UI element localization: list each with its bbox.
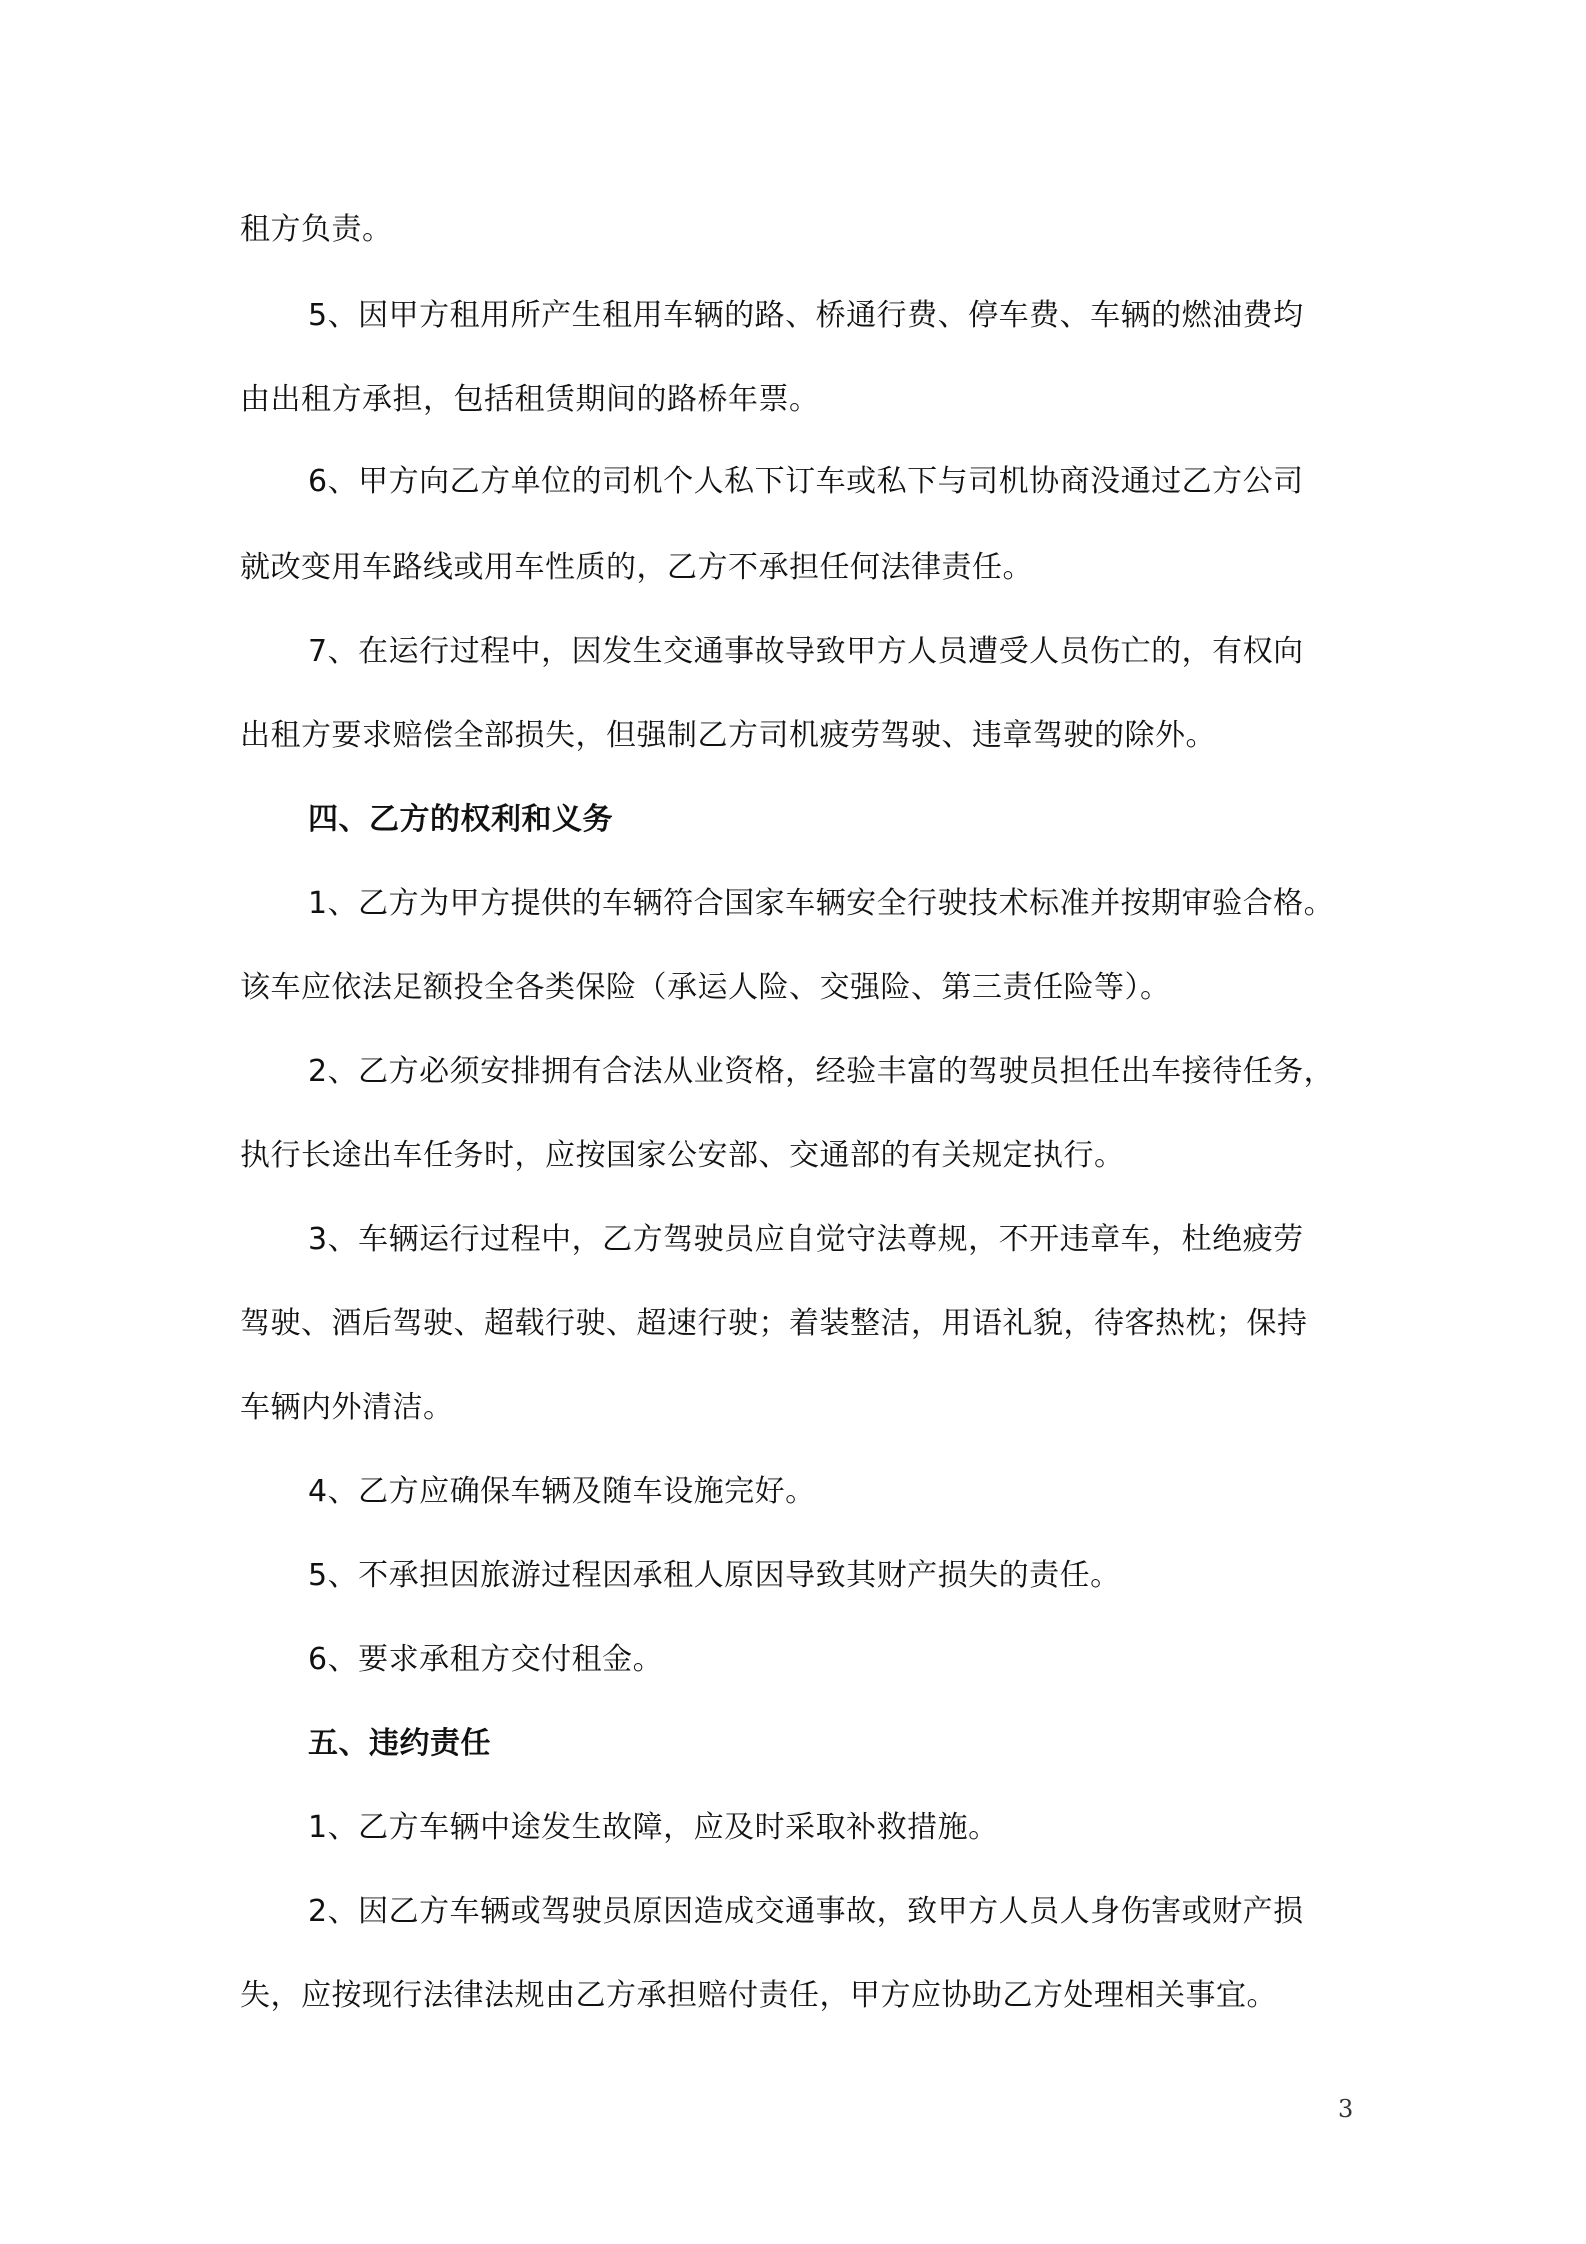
paragraph-line: 4、乙方应确保车辆及随车设施完好。	[308, 1474, 816, 1509]
paragraph-line: 6、甲方向乙方单位的司机个人私下订车或私下与司机协商没通过乙方公司	[308, 464, 1304, 499]
paragraph-line: 失，应按现行法律法规由乙方承担赔付责任，甲方应协助乙方处理相关事宜。	[240, 1978, 1277, 2013]
paragraph-line: 执行长途出车任务时，应按国家公安部、交通部的有关规定执行。	[240, 1138, 1125, 1173]
section-heading: 四、乙方的权利和义务	[308, 802, 613, 837]
paragraph-line: 7、在运行过程中，因发生交通事故导致甲方人员遭受人员伤亡的，有权向	[308, 634, 1304, 669]
paragraph-line: 5、因甲方租用所产生租用车辆的路、桥通行费、停车费、车辆的燃油费均	[308, 298, 1304, 333]
paragraph-line: 3、车辆运行过程中，乙方驾驶员应自觉守法尊规，不开违章车，杜绝疲劳	[308, 1222, 1304, 1257]
paragraph-line: 驾驶、酒后驾驶、超载行驶、超速行驶；着装整洁，用语礼貌，待客热枕；保持	[240, 1306, 1308, 1341]
paragraph-line: 由出租方承担，包括租赁期间的路桥年票。	[240, 382, 820, 417]
paragraph-line: 该车应依法足额投全各类保险（承运人险、交强险、第三责任险等）。	[240, 970, 1171, 1005]
paragraph-line: 车辆内外清洁。	[240, 1390, 454, 1425]
paragraph-line: 1、乙方为甲方提供的车辆符合国家车辆安全行驶技术标准并按期审验合格。	[308, 886, 1335, 921]
paragraph-line: 6、要求承租方交付租金。	[308, 1642, 664, 1677]
paragraph-line: 1、乙方车辆中途发生故障，应及时采取补救措施。	[308, 1810, 999, 1845]
paragraph-line: 租方负责。	[240, 212, 393, 247]
paragraph-line: 5、不承担因旅游过程因承租人原因导致其财产损失的责任。	[308, 1558, 1121, 1593]
paragraph-line: 2、因乙方车辆或驾驶员原因造成交通事故，致甲方人员人身伤害或财产损	[308, 1894, 1304, 1929]
section-heading: 五、违约责任	[308, 1726, 491, 1761]
page-number: 3	[1338, 2095, 1354, 2123]
paragraph-line: 2、乙方必须安排拥有合法从业资格，经验丰富的驾驶员担任出车接待任务，	[308, 1054, 1335, 1089]
paragraph-line: 就改变用车路线或用车性质的，乙方不承担任何法律责任。	[240, 550, 1033, 585]
paragraph-line: 出租方要求赔偿全部损失，但强制乙方司机疲劳驾驶、违章驾驶的除外。	[240, 718, 1216, 753]
